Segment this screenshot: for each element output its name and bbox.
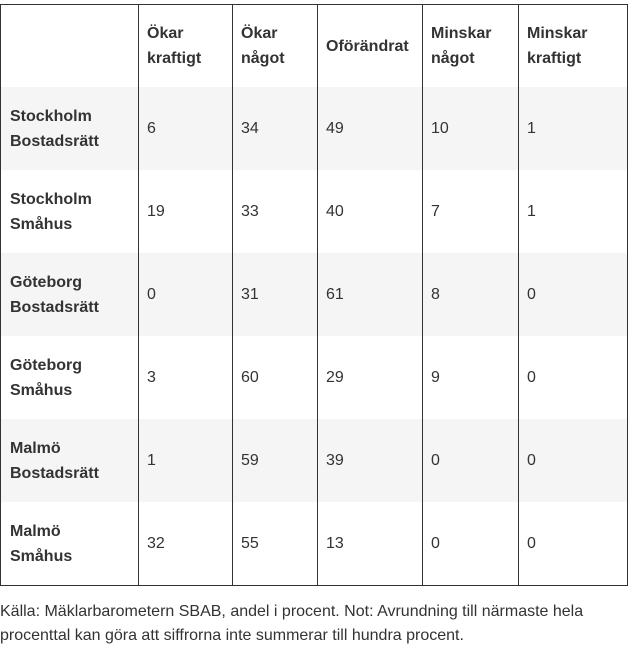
table-cell: 29 (318, 336, 423, 419)
table-cell: 0 (423, 419, 519, 502)
table-cell: 59 (233, 419, 318, 502)
table-cell: 10 (423, 87, 519, 170)
row-label (1, 502, 139, 586)
table-cell: 8 (423, 253, 519, 336)
row-label-line2: Småhus (10, 547, 73, 565)
row-label-line2: Småhus (10, 215, 73, 233)
survey-table-container (0, 4, 627, 586)
table-cell: 39 (318, 419, 423, 502)
header-cell-okar-nagot (233, 5, 318, 88)
header-oforandrat-text: Oförändrat (326, 37, 409, 55)
header-cell-minskar-nagot (423, 5, 519, 88)
table-cell: 0 (519, 253, 628, 336)
table-cell: 32 (139, 502, 233, 586)
header-okar-kraftigt-line1: Ökar (147, 25, 184, 42)
table-cell: 7 (423, 170, 519, 253)
table-cell: 3 (139, 336, 233, 419)
header-minskar-nagot-line2: något (431, 50, 475, 67)
table-row (1, 253, 628, 336)
row-label (1, 87, 139, 170)
table-cell: 61 (318, 253, 423, 336)
row-label-line1: Malmö (10, 439, 61, 457)
table-row (1, 170, 628, 253)
table-header-row (1, 5, 628, 88)
row-label (1, 253, 139, 336)
row-label-line2: Småhus (10, 381, 73, 399)
table-cell: 0 (423, 502, 519, 586)
row-label-line1: Malmö (10, 522, 61, 540)
row-label (1, 419, 139, 502)
header-okar-nagot-line1: Ökar (241, 25, 278, 42)
table-cell: 1 (139, 419, 233, 502)
table-cell: 33 (233, 170, 318, 253)
row-label-line2: Bostadsrätt (10, 298, 99, 316)
row-label-line1: Stockholm (10, 190, 92, 208)
table-cell: 0 (519, 419, 628, 502)
table-row (1, 87, 628, 170)
table-cell: 6 (139, 87, 233, 170)
header-cell-blank (1, 5, 139, 88)
header-minskar-nagot-line1: Minskar (431, 25, 492, 42)
table-cell: 9 (423, 336, 519, 419)
row-label-line1: Göteborg (10, 273, 82, 291)
table-cell: 1 (519, 87, 628, 170)
table-cell: 60 (233, 336, 318, 419)
header-minskar-kraftigt-line2: kraftigt (527, 50, 582, 67)
table-cell: 31 (233, 253, 318, 336)
table-cell: 0 (519, 336, 628, 419)
table-caption: Källa: Mäklarbarometern SBAB, andel i procent. Not: Avrundning till närmaste hela procenttal kan göra att siffrorna inte summerar till hundra procent. (0, 603, 584, 644)
header-cell-oforandrat (318, 5, 423, 88)
table-cell: 13 (318, 502, 423, 586)
table-row (1, 419, 628, 502)
table-cell: 34 (233, 87, 318, 170)
table-row (1, 336, 628, 419)
row-label (1, 336, 139, 419)
table-cell: 0 (519, 502, 628, 586)
table-cell: 55 (233, 502, 318, 586)
header-cell-okar-kraftigt (139, 5, 233, 88)
row-label-line2: Bostadsrätt (10, 132, 99, 150)
table-cell: 49 (318, 87, 423, 170)
row-label (1, 170, 139, 253)
survey-table (0, 4, 628, 586)
table-cell: 19 (139, 170, 233, 253)
table-row (1, 502, 628, 586)
header-okar-kraftigt-line2: kraftigt (147, 50, 202, 67)
row-label-line2: Bostadsrätt (10, 464, 99, 482)
table-cell: 1 (519, 170, 628, 253)
header-minskar-kraftigt-line1: Minskar (527, 25, 588, 42)
header-okar-nagot-line2: något (241, 50, 285, 67)
header-cell-minskar-kraftigt (519, 5, 628, 88)
row-label-line1: Göteborg (10, 356, 82, 374)
table-cell: 40 (318, 170, 423, 253)
row-label-line1: Stockholm (10, 107, 92, 125)
table-cell: 0 (139, 253, 233, 336)
